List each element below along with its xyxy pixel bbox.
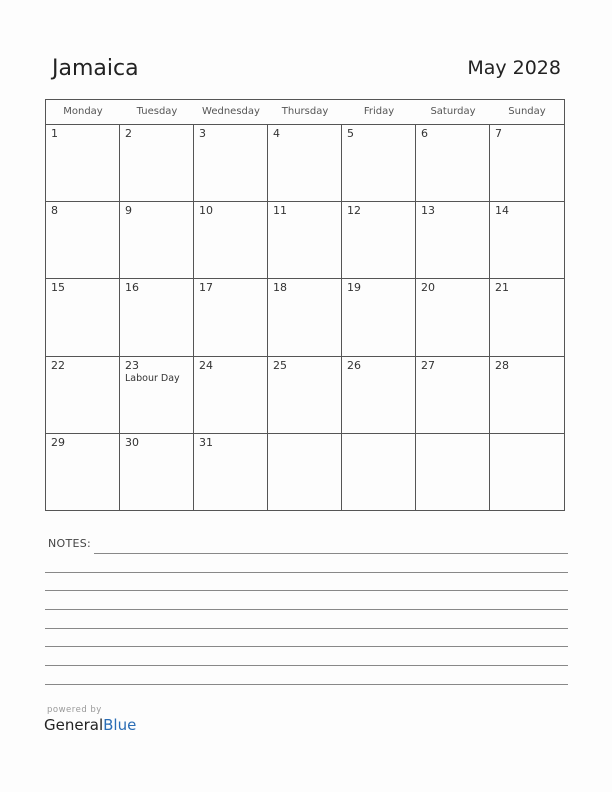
note-line: [45, 665, 568, 666]
powered-by-text: powered by: [47, 705, 102, 715]
day-cell: [490, 125, 564, 202]
day-cell: [342, 434, 416, 511]
day-number: 11: [273, 204, 287, 218]
day-cell: [268, 357, 342, 434]
brand-name: [44, 716, 136, 734]
note-line: [45, 572, 568, 573]
day-cell: [120, 125, 194, 202]
day-number: 5: [347, 127, 354, 140]
brand-name-blue: Blue: [103, 716, 137, 734]
day-number: 6: [421, 127, 428, 140]
day-number: 23: [125, 358, 139, 372]
day-number: 15: [51, 281, 65, 295]
day-number: 4: [273, 127, 280, 140]
weekday-thursday: Thursday: [281, 106, 329, 117]
brand-name-general: General: [44, 716, 104, 734]
weekday-monday: Monday: [63, 106, 103, 117]
day-cell: [120, 357, 194, 434]
day-cell: [120, 202, 194, 279]
day-cell: [342, 357, 416, 434]
day-cell: [490, 279, 564, 356]
note-line: [45, 646, 568, 647]
weekday-saturday: Saturday: [430, 106, 476, 117]
weekday-wednesday: Wednesday: [202, 106, 260, 117]
day-cell: [490, 434, 564, 511]
holiday-label: Labour Day: [125, 372, 180, 384]
day-cell: [46, 279, 120, 356]
day-cell: [268, 202, 342, 279]
day-number: 25: [273, 358, 287, 372]
note-line: [45, 590, 568, 591]
day-cell: [46, 125, 120, 202]
weekday-tuesday: Tuesday: [136, 106, 178, 117]
day-number: 9: [125, 204, 132, 218]
day-number: 18: [273, 281, 287, 295]
day-cell: [342, 202, 416, 279]
day-cell: [416, 125, 490, 202]
day-number: 20: [421, 281, 435, 295]
day-number: 26: [347, 358, 361, 372]
day-cell: [416, 434, 490, 511]
day-number: 16: [125, 281, 139, 295]
generalblue-logo: [44, 705, 136, 734]
day-cell: [194, 279, 268, 356]
day-number: 31: [199, 435, 213, 449]
day-cell: [194, 434, 268, 511]
day-number: 14: [495, 204, 509, 218]
day-number: 3: [199, 127, 206, 140]
day-cell: [268, 434, 342, 511]
weekday-sunday: Sunday: [508, 106, 546, 117]
day-number: 10: [199, 204, 213, 218]
day-number: 29: [51, 435, 65, 449]
day-number: 30: [125, 435, 139, 449]
day-number: 19: [347, 281, 361, 295]
note-line: [94, 553, 568, 554]
day-number: 22: [51, 358, 65, 372]
day-number: 28: [495, 358, 509, 372]
day-number: 27: [421, 358, 435, 372]
day-number: 17: [199, 281, 213, 295]
day-cell: [268, 125, 342, 202]
notes-label: NOTES:: [48, 537, 92, 550]
note-line: [45, 628, 568, 629]
day-cell: [46, 357, 120, 434]
day-number: 24: [199, 358, 213, 372]
day-cell: [268, 279, 342, 356]
day-cell: [120, 279, 194, 356]
day-cell: [120, 434, 194, 511]
calendar-body: [46, 125, 564, 511]
day-number: 12: [347, 204, 361, 218]
day-cell: [416, 202, 490, 279]
day-cell: [416, 279, 490, 356]
month-year-title: May 2028: [467, 57, 561, 79]
day-cell: [342, 125, 416, 202]
day-cell: [490, 202, 564, 279]
weekday-friday: Friday: [363, 106, 395, 117]
note-line: [45, 609, 568, 610]
day-number: 2: [125, 127, 132, 140]
day-number: 1: [51, 127, 58, 140]
day-cell: [46, 202, 120, 279]
day-cell: [194, 357, 268, 434]
country-title: Jamaica: [52, 56, 139, 81]
day-cell: [194, 125, 268, 202]
day-cell: [46, 434, 120, 511]
day-cell: [342, 279, 416, 356]
calendar-grid: [45, 99, 565, 511]
weekday-header: [46, 100, 564, 125]
day-number: 7: [495, 127, 502, 140]
day-number: 21: [495, 281, 509, 295]
note-line: [45, 684, 568, 685]
day-number: 13: [421, 204, 435, 218]
day-cell: [490, 357, 564, 434]
day-cell: [416, 357, 490, 434]
day-number: 8: [51, 204, 58, 218]
day-cell: [194, 202, 268, 279]
